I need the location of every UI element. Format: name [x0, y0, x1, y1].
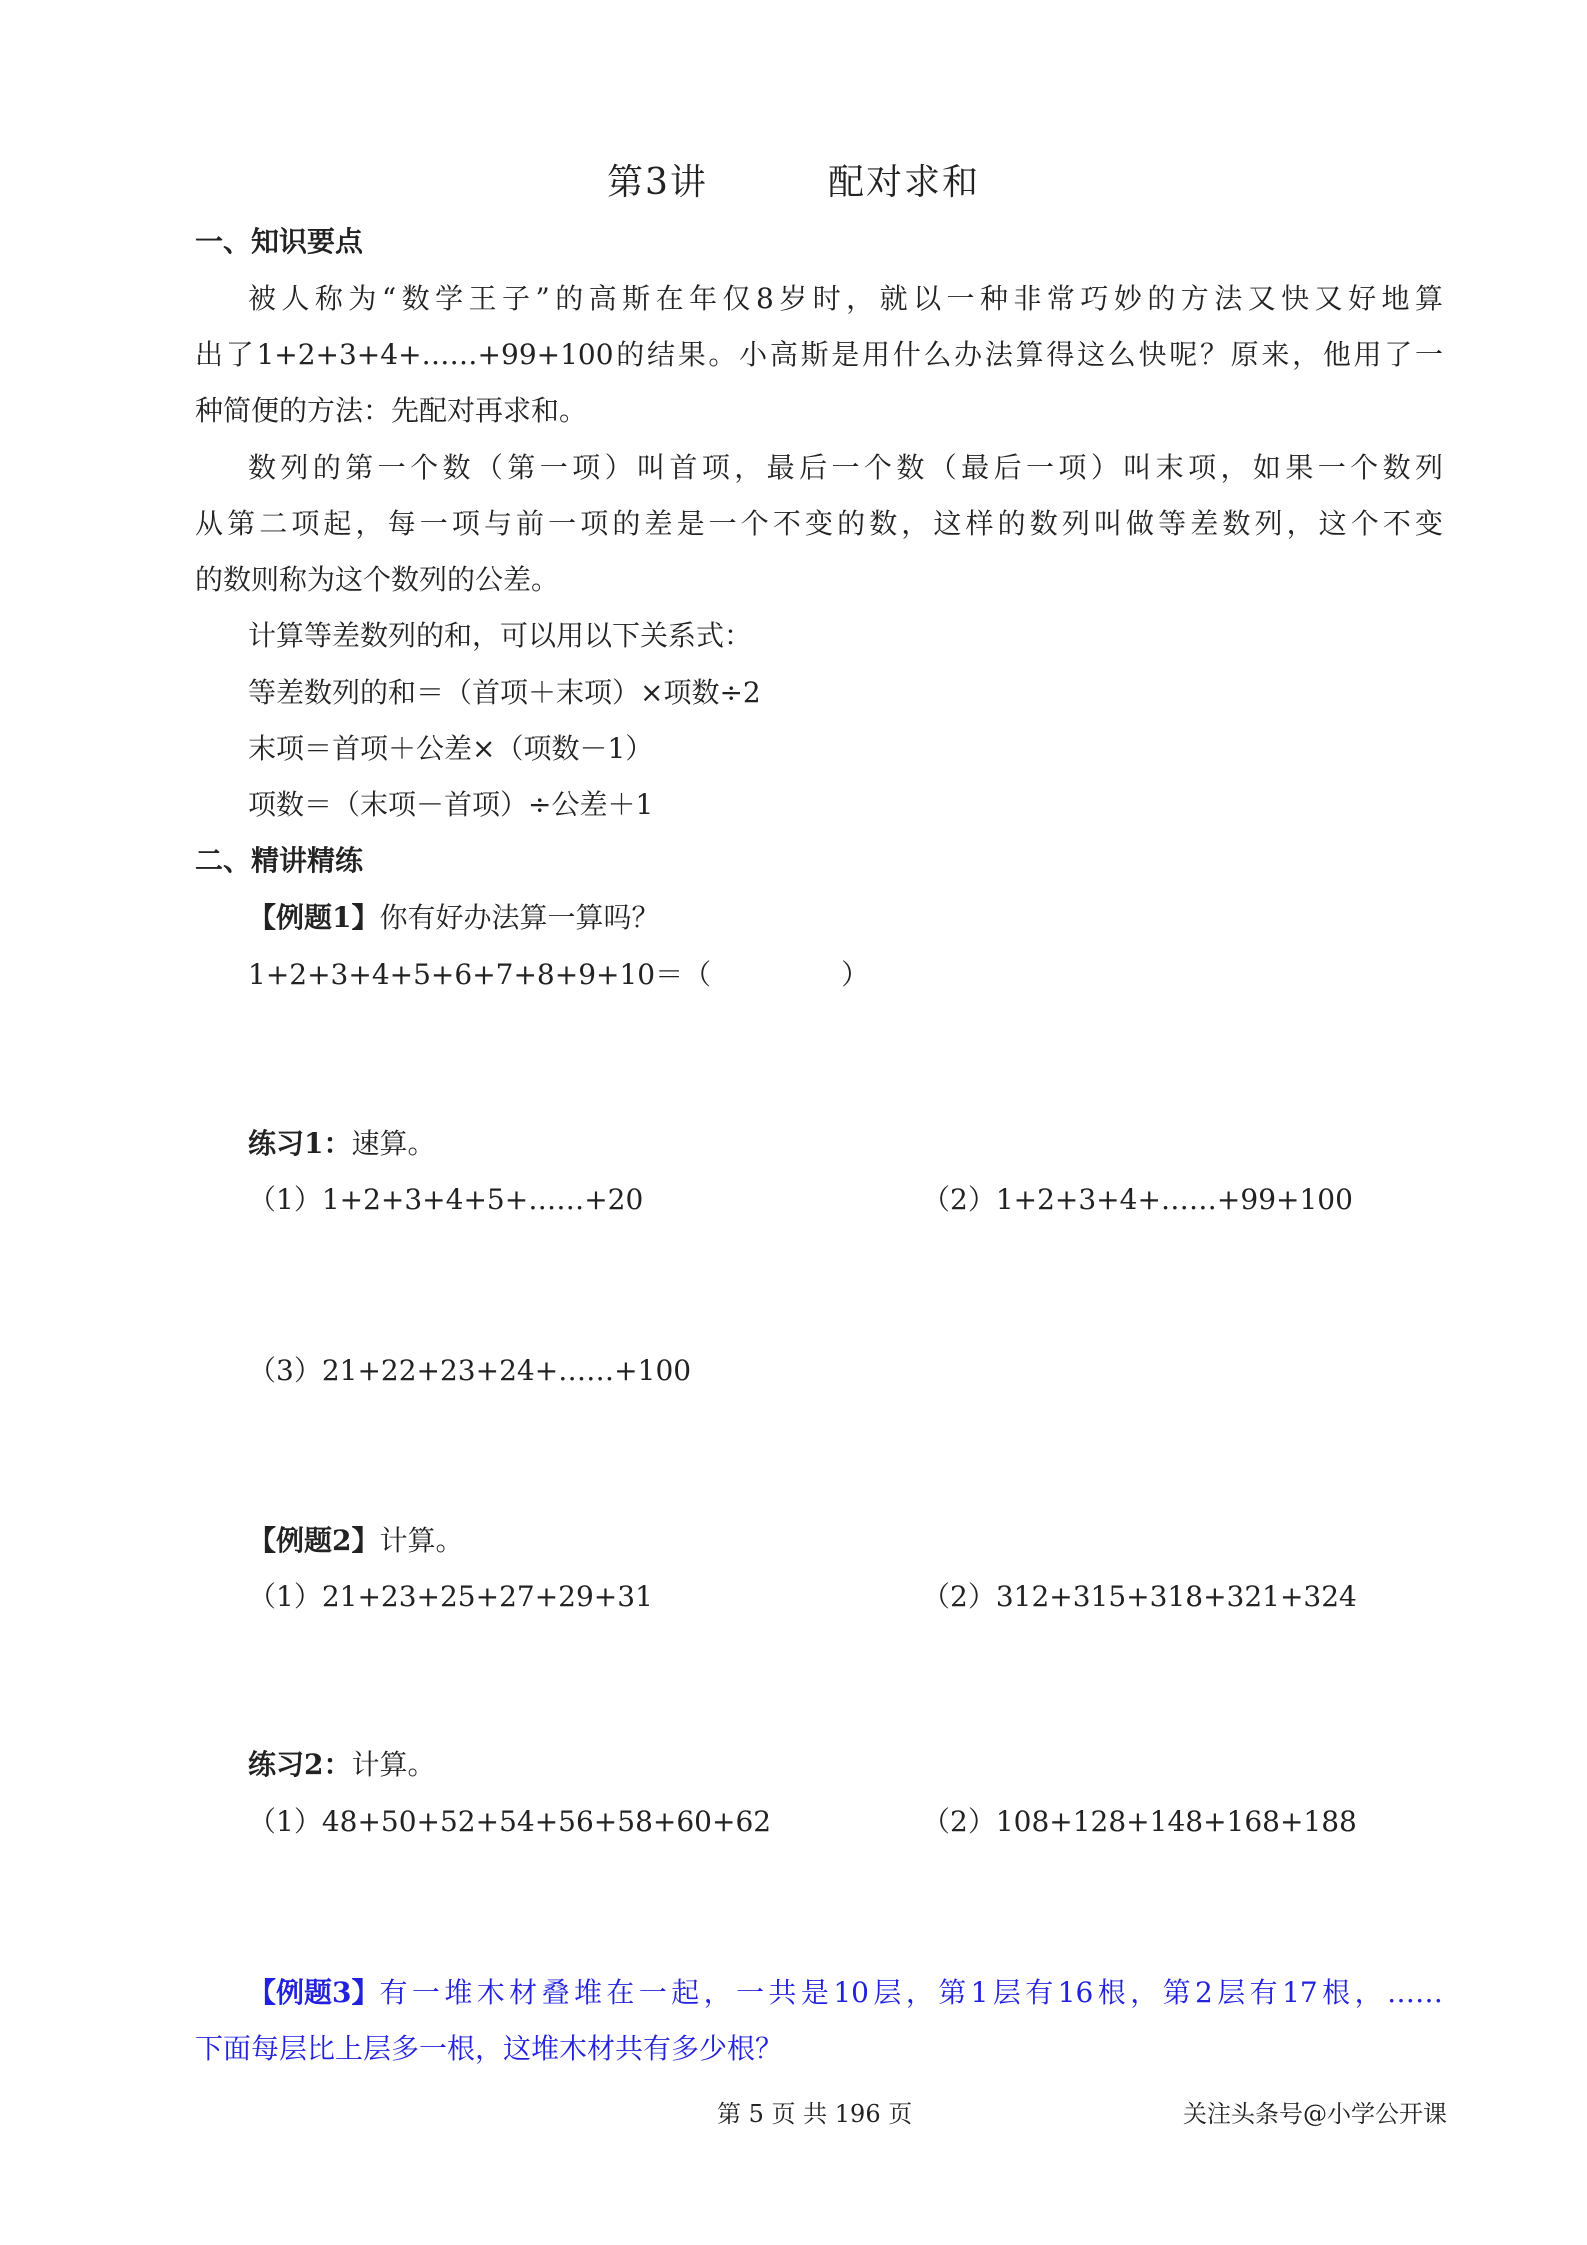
practice-2 [248, 1745, 436, 1785]
problem-item: （2）1+2+3+4+……+99+100 [922, 1183, 1353, 1216]
problem-item: （1）48+50+52+54+56+58+60+62 [248, 1805, 772, 1838]
paragraph-line: 的数则称为这个数列的公差。 [195, 563, 560, 596]
paragraph-line: 出了1+2+3+4+……+99+100的结果。小高斯是用什么办法算得这么快呢？原来，他用了一 [195, 338, 1443, 371]
practice-1 [248, 1124, 436, 1164]
problem-item: （2）108+128+148+168+188 [922, 1805, 1357, 1838]
page-number: 第 5 页 共 196 页 [717, 2100, 913, 2128]
example-1 [248, 898, 660, 938]
example-3 [248, 1973, 1443, 2013]
section-heading-practice: 二、精讲精练 [195, 844, 364, 877]
paragraph-line: 数列的第一个数（第一项）叫首项，最后一个数（最后一项）叫末项，如果一个数列 [248, 451, 1443, 484]
footer-credit: 关注头条号@小学公开课 [1183, 2100, 1447, 2128]
practice-label: 练习2： [248, 1748, 352, 1781]
practice-text: 速算。 [351, 1127, 436, 1160]
example-text: 计算。 [379, 1524, 464, 1557]
problem-item: （3）21+22+23+24+……+100 [248, 1354, 692, 1387]
example-text: 下面每层比上层多一根，这堆木材共有多少根？ [195, 2032, 784, 2065]
example-text: 你有好办法算一算吗？ [379, 901, 660, 934]
lecture-number: 第3讲 [607, 162, 708, 203]
problem-item: （1）1+2+3+4+5+……+20 [248, 1183, 644, 1216]
paragraph-line: 被人称为“数学王子”的高斯在年仅8岁时，就以一种非常巧妙的方法又快又好地算 [248, 282, 1443, 315]
paragraph-line: 种简便的方法：先配对再求和。 [195, 394, 588, 427]
formula-sum: 等差数列的和＝（首项＋末项）×项数÷2 [248, 676, 761, 709]
page-title [0, 160, 1587, 206]
paragraph-line: 计算等差数列的和，可以用以下关系式： [248, 619, 753, 652]
example-label: 【例题1】 [248, 901, 380, 934]
paragraph-line: 从第二项起，每一项与前一项的差是一个不变的数，这样的数列叫做等差数列，这个不变 [195, 507, 1443, 540]
answer-blank-close: ） [841, 958, 870, 991]
practice-text: 计算。 [351, 1748, 436, 1781]
lecture-topic: 配对求和 [827, 162, 980, 203]
example-1-expression [248, 955, 869, 995]
problem-item: （1）21+23+25+27+29+31 [248, 1580, 653, 1613]
formula-last-term: 末项＝首项＋公差×（项数－1） [248, 732, 654, 765]
problem-item: （2）312+315+318+321+324 [922, 1580, 1357, 1613]
formula-term-count: 项数＝（末项－首项）÷公差＋1 [248, 788, 654, 821]
practice-label: 练习1： [248, 1127, 352, 1160]
example-2 [248, 1521, 464, 1561]
section-heading-knowledge: 一、知识要点 [195, 225, 364, 258]
example-text: 有一堆木材叠堆在一起，一共是10层，第1层有16根，第2层有17根，…… [379, 1976, 1443, 2009]
expression: 1+2+3+4+5+6+7+8+9+10＝（ [248, 958, 712, 991]
example-label: 【例题2】 [248, 1524, 380, 1557]
example-label: 【例题3】 [248, 1976, 380, 2009]
